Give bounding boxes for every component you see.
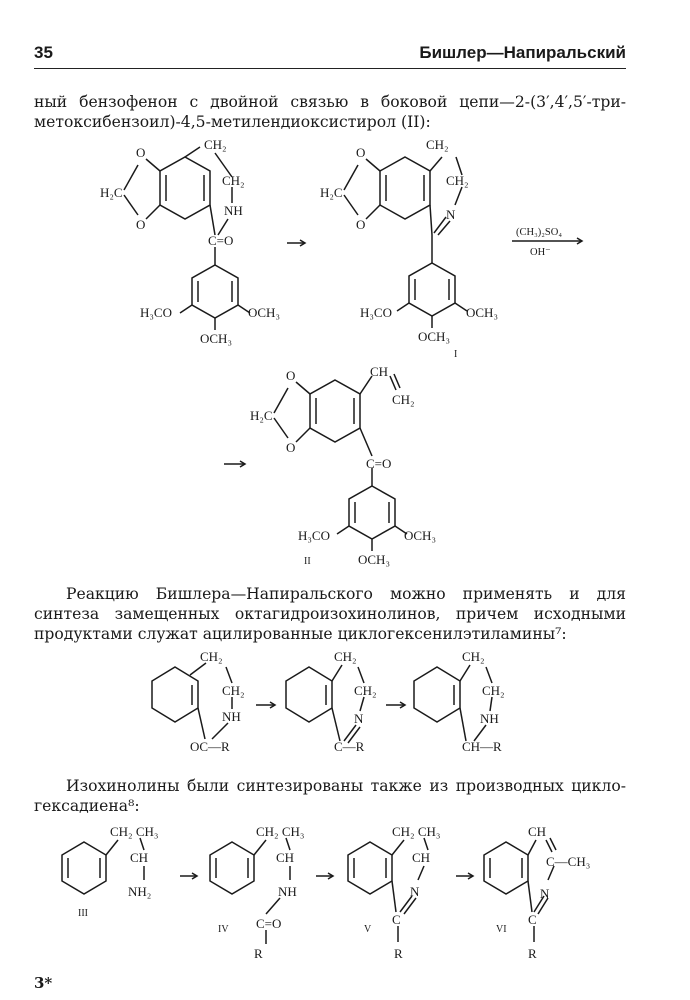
iv-ch: CH — [276, 850, 295, 865]
v-r: R — [394, 946, 403, 961]
benzodioxole-ring-i — [380, 157, 430, 219]
och3-right-label-ii: OCH₃ — [404, 528, 436, 543]
o-bottom-label: O — [136, 217, 146, 232]
reagent-bottom-label: OH⁻ — [530, 247, 551, 258]
compound-numeral-i: I — [454, 349, 458, 360]
b-n: N — [354, 711, 364, 726]
c-chr: CH—R — [462, 739, 502, 754]
nh-label: NH — [224, 203, 243, 218]
trimethoxyphenyl-ring-ii — [349, 486, 395, 539]
a-ch2-mid: CH₂ — [222, 683, 245, 698]
page-header — [34, 40, 626, 69]
iv-top: CH₂ CH₃ — [256, 824, 305, 839]
compound-numeral-ii: II — [304, 556, 311, 567]
o-top-label-ii: O — [286, 368, 296, 383]
b-ch2-mid: CH₂ — [354, 683, 377, 698]
page-number: 35 — [34, 43, 53, 62]
benzodioxole-ring — [160, 157, 210, 219]
o-top-label-i: O — [356, 145, 366, 160]
scheme-1 — [0, 135, 690, 370]
paragraph-intro: ный бензофенон с двойной связью в боковой цепи—2-(3′,4′,5′-три-метоксибензоил)-4,5-метилендиоксистирол (II): — [34, 93, 626, 131]
vi-r: R — [528, 946, 537, 961]
c-nh: NH — [480, 711, 499, 726]
ch2-mid-label: CH₂ — [222, 173, 245, 188]
trimethoxyphenyl-ring-i — [409, 263, 455, 316]
scheme-2 — [0, 358, 690, 573]
compound-a-structure — [152, 663, 232, 739]
trimethoxyphenyl-ring-1 — [192, 265, 238, 318]
iv-co: C=O — [256, 916, 282, 931]
c-ch2-top: CH₂ — [462, 649, 485, 664]
vi-ch: CH — [528, 824, 547, 839]
h2c-label: H₂C — [100, 185, 123, 200]
o-bottom-label-i: O — [356, 217, 366, 232]
compound-numeral-iii: III — [78, 908, 88, 919]
reagent-top-label: (CH₃)₂SO₄ — [516, 227, 562, 238]
compound-numeral-v: V — [364, 924, 372, 935]
paragraph-octahydro: Реакцию Бишлера—Напиральского можно применять и для синтеза замещенных октагидроизохинолинов, причем исходными продуктами служат ацилированные циклогексенилэтиламины⁷: — [34, 585, 626, 643]
compound-numeral-vi: VI — [496, 924, 507, 935]
vi-ch3: C—CH₃ — [546, 854, 591, 869]
scheme-3 — [0, 645, 690, 765]
h2c-label-i: H₂C — [320, 185, 343, 200]
och3-bottom-label: OCH₃ — [200, 331, 232, 346]
v-n: N — [410, 884, 420, 899]
o-bottom-label-ii: O — [286, 440, 296, 455]
b-ch2-top: CH₂ — [334, 649, 357, 664]
o-top-label: O — [136, 145, 146, 160]
och3-bottom-label-ii: OCH₃ — [358, 552, 390, 567]
v-c: C — [392, 912, 401, 927]
a-ch2-top: CH₂ — [200, 649, 223, 664]
a-nh: NH — [222, 709, 241, 724]
iv-nh: NH — [278, 884, 297, 899]
a-ocr: OC—R — [190, 739, 230, 754]
v-ch: CH — [412, 850, 431, 865]
iii-top: CH₂ CH₃ — [110, 824, 159, 839]
co-label: C=O — [208, 233, 234, 248]
n-label-i: N — [446, 207, 456, 222]
vi-n: N — [540, 886, 550, 901]
compound-c-structure — [414, 665, 492, 741]
och3-right-label-i: OCH₃ — [466, 305, 498, 320]
iv-r: R — [254, 946, 263, 961]
v-top: CH₂ CH₃ — [392, 824, 441, 839]
compound-numeral-iv: IV — [218, 924, 229, 935]
ch2-mid-label-i: CH₂ — [446, 173, 469, 188]
iii-nh2: NH₂ — [128, 884, 152, 899]
ch2-top-label: CH₂ — [204, 137, 227, 152]
signature-mark: 3* — [34, 974, 53, 992]
compound-b-structure — [286, 665, 364, 743]
running-title: Бишлер—Напиральский — [419, 43, 626, 62]
b-cr: C—R — [334, 739, 365, 754]
och3-left-label-i: H₃CO — [360, 305, 392, 320]
vi-c: C — [528, 912, 537, 927]
paragraph-cyclohexadiene: Изохинолины были синтезированы также из производных цикло-гексадиена⁸: — [34, 777, 626, 815]
benzodioxole-ring-ii — [310, 380, 360, 442]
scheme-4 — [0, 818, 690, 968]
iii-ch: CH — [130, 850, 149, 865]
och3-right-label: OCH₃ — [248, 305, 280, 320]
ch2-top-label-i: CH₂ — [426, 137, 449, 152]
co-label-ii: C=O — [366, 456, 392, 471]
ch2-label-ii: CH₂ — [392, 392, 415, 407]
och3-left-label-ii: H₃CO — [298, 528, 330, 543]
och3-left-label: H₃CO — [140, 305, 172, 320]
h2c-label-ii: H₂C — [250, 408, 273, 423]
c-ch2-mid: CH₂ — [482, 683, 505, 698]
och3-bottom-label-i: OCH₃ — [418, 329, 450, 344]
ch-label-ii: CH — [370, 364, 389, 379]
